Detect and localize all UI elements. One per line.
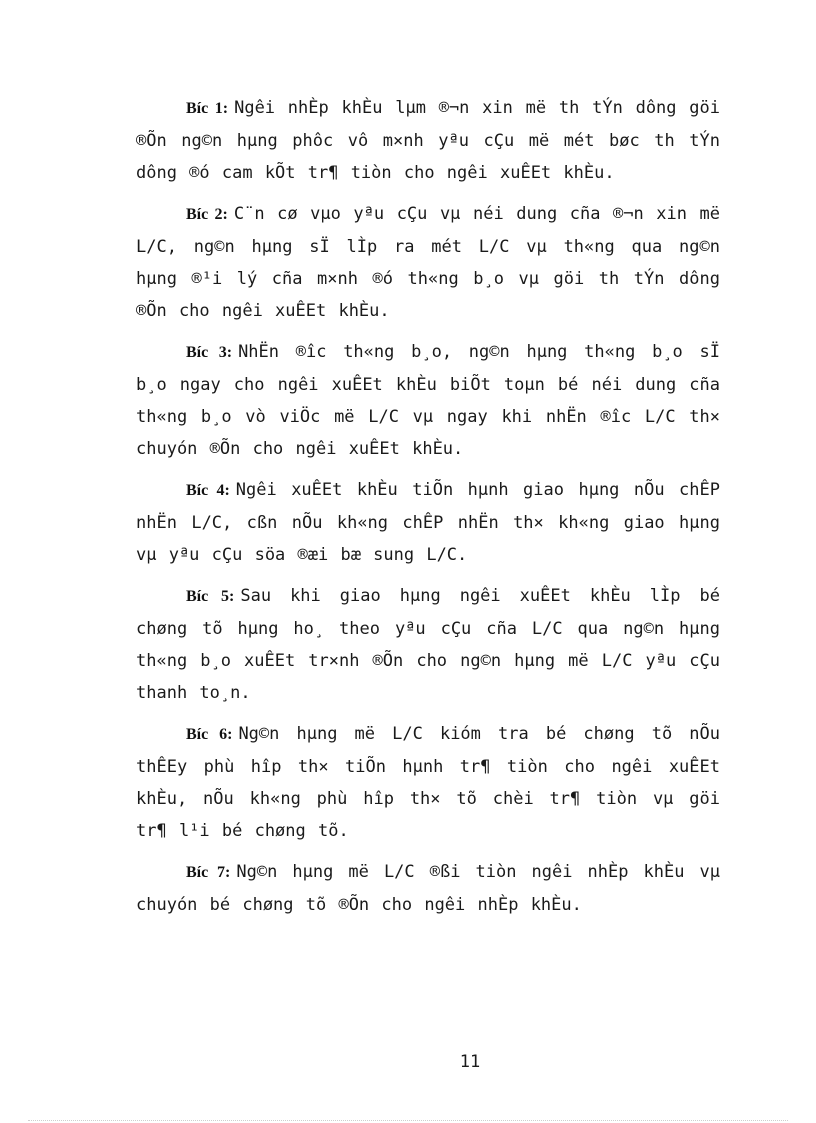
step-paragraph-1	[136, 92, 720, 189]
step-label-4: Bíc 4:	[186, 482, 230, 499]
step-text-1: Ngêi nhÈp khÈu lµm ®¬n xin më th tÝn dông göi ®Õn ng©n hµng phôc vô m×nh yªu cÇu më mét bøc th tÝn dông ®ó cam kÕt tr¶ tiòn cho ngêi xuÊEt khÈu.	[136, 98, 721, 183]
step-text-6: Ng©n hµng më L/C kióm tra bé chøng tõ nÕu thÊEy phù hîp th× tiÕn hµnh tr¶ tiòn cho ngêi xuÊEt khÈu, nÕu kh«ng phù hîp th× tõ chèi tr¶ tiòn vµ göi tr¶ l¹i bé chøng tõ.	[136, 724, 720, 841]
step-text-5: Sau khi giao hµng ngêi xuÊEt khÈu lÌp bé chøng tõ hµng ho¸ theo yªu cÇu cña L/C qua ng©n hµng th«ng b¸o xuÊEt tr×nh ®Õn cho ng©n hµng më L/C yªu cÇu thanh to¸n.	[136, 586, 721, 703]
step-text-2: C¨n cø vµo yªu cÇu vµ néi dung cña ®¬n xin më L/C, ng©n hµng sÏ lÌp ra mét L/C vµ th«ng qua ng©n hµng ®¹i lý cña m×nh ®ó th«ng b¸o vµ göi th tÝn dông ®Õn cho ngêi xuÊEt khÈu.	[136, 204, 720, 321]
step-paragraph-6	[136, 718, 720, 847]
step-label-3: Bíc 3:	[186, 344, 233, 361]
step-paragraph-3	[136, 336, 720, 465]
step-text-3: NhËn ®îc th«ng b¸o, ng©n hµng th«ng b¸o sÏ b¸o ngay cho ngêi xuÊEt khÈu biÕt toµn bé néi dung cña th«ng b¸o vò viÖc më L/C vµ ngay khi nhËn ®îc L/C th× chuyón ®Õn cho ngêi xuÊEt khÈu.	[136, 342, 720, 459]
step-paragraph-2	[136, 198, 720, 327]
step-label-7: Bíc 7:	[186, 864, 231, 881]
step-label-5: Bíc 5:	[186, 588, 235, 605]
step-label-6: Bíc 6:	[186, 726, 233, 743]
document-body	[136, 92, 720, 930]
page-number: 11	[459, 1052, 481, 1072]
step-label-2: Bíc 2:	[186, 206, 228, 223]
step-paragraph-4	[136, 474, 720, 571]
page-bottom-border	[28, 1120, 788, 1121]
step-label-1: Bíc 1:	[186, 100, 229, 117]
step-paragraph-7	[136, 856, 720, 921]
step-text-4: Ngêi xuÊEt khÈu tiÕn hµnh giao hµng nÕu chÊP nhËn L/C, cßn nÕu kh«ng chÊP nhËn th× kh«ng giao hµng vµ yªu cÇu söa ®æi bæ sung L/C.	[136, 480, 720, 565]
step-paragraph-5	[136, 580, 720, 709]
step-text-7: Ng©n hµng më L/C ®ßi tiòn ngêi nhÈp khÈu vµ chuyón bé chøng tõ ®Õn cho ngêi nhÈp khÈu.	[136, 862, 720, 915]
